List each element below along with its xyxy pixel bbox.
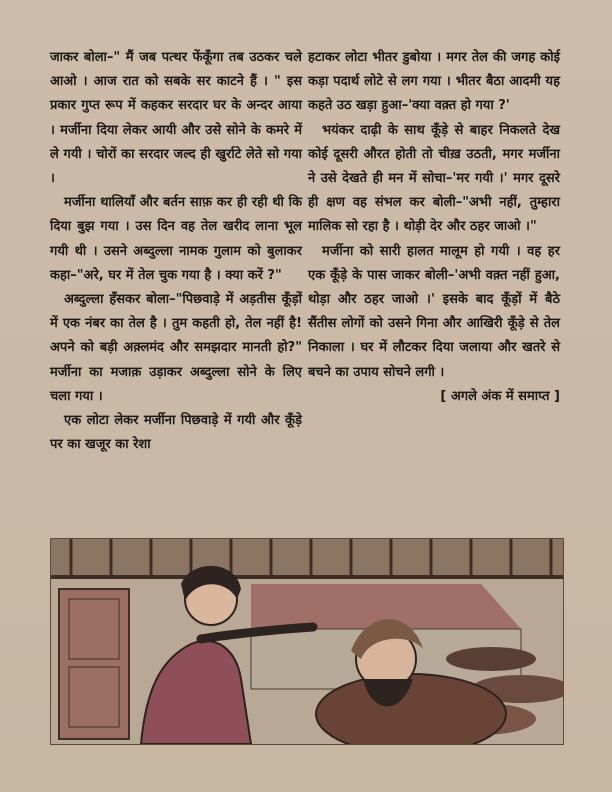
paragraph: एक लोटा लेकर मर्जीना पिछवाड़े में गयी और कूँड़े पर का खजूर का रेशा (50, 413, 302, 453)
right-column (308, 46, 560, 409)
paragraph: हटाकर लोटा भीतर डुबोया । मगर तेल की जगह कोई कड़ा पदार्थ लोटे से लग गया । भीतर बैठा आदमी यह कहते उठ खड़ा हुआ–'क्या वक़्त हो गया ?' (308, 50, 560, 114)
paragraph: भयंकर दाढ़ी के साथ कूँड़े से बाहर निकलते देख कोई दूसरी औरत होती तो चीख़ उठती, मगर मर्जीना ने उसे देखते ही मन में सोचा–'मर गयी ।' मगर दूसरे ही क्षण वह संभल कर बोली–"अभी नहीं, तुम्हारा मालिक सो रहा है । थोड़ी देर और ठहर जाओ ।" (308, 122, 560, 235)
continued-note: [ अगले अंक में समाप्त ] (440, 388, 560, 404)
paragraph: मर्जीना थालियाँ और बर्तन साफ़ कर ही रही थी कि दिया बुझ गया । उस दिन वह तेल खरीद लाना भूल गयी थी । उसने अब्दुल्ला नामक गुलाम को बुलाकर कहा–"अरे, घर में तेल चुक गया है । क्या करें ?" (50, 195, 302, 283)
left-column (50, 46, 302, 457)
paragraph: अब्दुल्ला हँसकर बोला–"पिछवाड़े में अड़तीस कूँड़ों में एक नंबर का तेल है । तुम कहती हो, तेल नहीं है! अपने को बड़ी अक़्लमंद और समझदार मानती हो?" मर्जीना का मजाक़ उड़ाकर अब्दुल्ला सोने के लिए चला गया । (50, 292, 302, 404)
story-illustration (50, 538, 564, 745)
paragraph: मर्जीना को सारी हालत मालूम हो गयी । वह हर एक कूँड़े के पास जाकर बोली–'अभी वक़्त नहीं हुआ, थोड़ा और ठहर जाओ ।' इसके बाद कूँड़ों में बैठे सैंतीस लोगों को उसने गिना और आखिरी कूँड़े से तेल निकाला । घर में लौटकर दिया जलाया और खतरे से बचने का उपाय सोचने लगी । (308, 243, 560, 380)
paragraph: जाकर बोला–" मैं जब पत्थर फेंकूँगा तब उठकर चले आओ । आज रात को सबके सर काटने हैं । " इस प्रकार गुप्त रूप में कहकर सरदार घर के अन्दर आया । मर्जीना दिया लेकर आयी और उसे सोने के कमरे में ले गयी । चोरों का सरदार जल्द ही खुर्राटे लेते सो गया । (50, 50, 302, 187)
